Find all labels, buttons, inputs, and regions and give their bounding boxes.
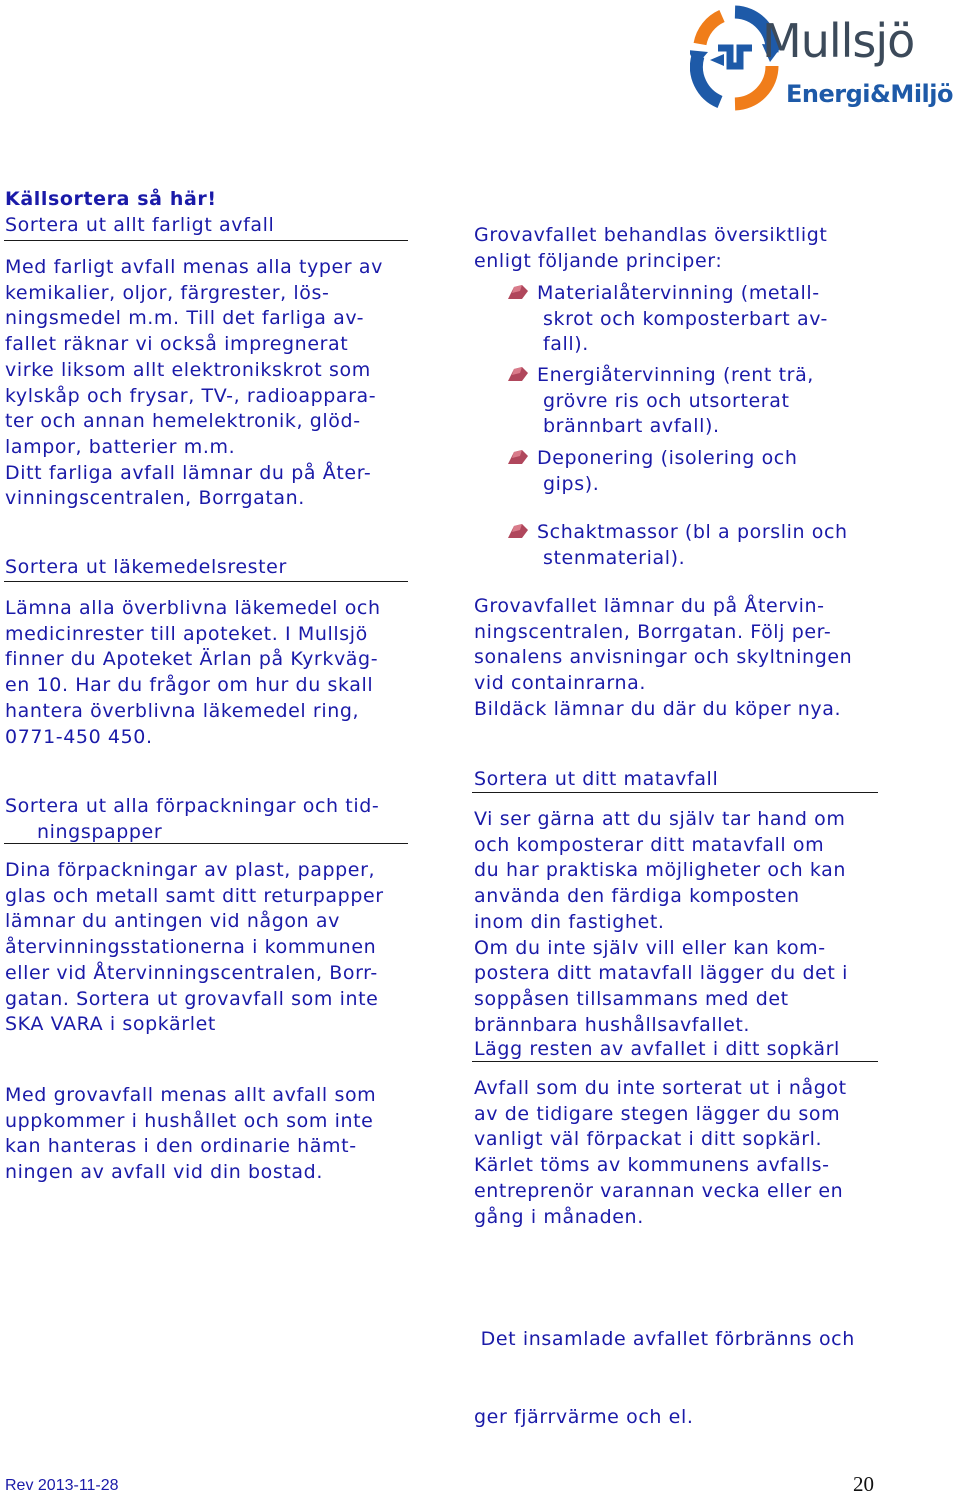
text-line: ningscentralen, Borrgatan. Följ per- xyxy=(474,620,832,643)
section-heading-hazardous: Sortera ut allt farligt avfall xyxy=(5,213,275,236)
heading-text: Lägg resten av avfallet i ditt sopkärl xyxy=(474,1038,840,1060)
text-line: glas och metall samt ditt returpapper xyxy=(5,884,384,907)
text-line: Om du inte själv vill eller kan kom- xyxy=(474,936,826,959)
heading-rule xyxy=(472,1061,878,1062)
heading-text: ningspapper xyxy=(37,820,163,843)
bullet-text: gips). xyxy=(543,472,600,495)
text-line: medicinrester till apoteket. I Mullsjö xyxy=(5,622,368,645)
bulky-definition-text xyxy=(5,1083,415,1186)
text-line: och komposterar ditt matavfall om xyxy=(474,833,825,856)
text-line: Med grovavfall menas allt avfall som xyxy=(5,1084,377,1106)
text-line: ter och annan hemelektronik, glöd- xyxy=(5,410,361,433)
bullet-text: stenmaterial). xyxy=(543,546,686,569)
text-line: postera ditt matavfall lägger du det i xyxy=(474,962,848,985)
text-line: gatan. Sortera ut grovavfall som inte xyxy=(5,987,379,1010)
text-line: vinningscentralen, Borrgatan. xyxy=(5,487,305,510)
text-line: du har praktiska möjligheter och kan xyxy=(474,859,847,882)
text-line: hantera överblivna läkemedel ring, xyxy=(5,699,360,722)
bullet-text: grövre ris och utsorterat xyxy=(543,389,790,412)
bulky-dropoff-text xyxy=(474,594,914,723)
heading-rule xyxy=(4,843,408,844)
text-line: Det insamlade avfallet förbränns och xyxy=(474,1328,855,1351)
text-line: vid containrarna. xyxy=(474,672,647,695)
food-text xyxy=(474,807,914,1038)
revision-date: Rev 2013-11-28 xyxy=(5,1477,119,1494)
bullet-text: brännbart avfall). xyxy=(543,415,720,438)
text-line: kan hanteras i den ordinarie hämt- xyxy=(5,1135,357,1158)
text-line: Ditt farliga avfall lämnar du på Åter- xyxy=(5,461,372,484)
bullet-text: Energiåtervinning (rent trä, xyxy=(537,364,814,386)
text-line: finner du Apoteket Ärlan på Kyrkväg- xyxy=(5,648,379,671)
text-line: Med farligt avfall menas alla typer av xyxy=(5,256,383,278)
heading-text: Sortera ut läkemedelsrester xyxy=(5,556,287,578)
bullet-icon xyxy=(508,524,528,538)
text-line: virke liksom allt elektronikskrot som xyxy=(5,358,371,381)
text-line: SKA VARA i sopkärlet xyxy=(5,1013,216,1036)
text-line: ningen av avfall vid din bostad. xyxy=(5,1161,323,1184)
text-line: Grovavfallet behandlas översiktligt xyxy=(474,224,828,246)
logo xyxy=(690,4,960,122)
medicine-text xyxy=(5,596,415,750)
text-line: ger fjärrvärme och el. xyxy=(474,1405,694,1428)
heading-rule xyxy=(4,581,408,582)
bullet-item xyxy=(508,520,928,571)
text-line: gång i månaden. xyxy=(474,1205,644,1228)
section-heading-medicine xyxy=(5,555,415,581)
bullet-item xyxy=(508,446,928,497)
text-line: vanligt väl förpackat i ditt sopkärl. xyxy=(474,1128,823,1151)
bullet-text: Deponering (isolering och xyxy=(537,447,798,469)
left-column xyxy=(5,187,415,238)
bullet-text: fall). xyxy=(543,333,589,356)
text-line: av de tidigare stegen lägger du som xyxy=(474,1102,841,1125)
text-line: Kärlet töms av kommunens avfalls- xyxy=(474,1154,830,1177)
text-line: fallet räknar vi också impregnerat xyxy=(5,333,349,356)
heading-text: Sortera ut alla förpackningar och tid- xyxy=(5,795,380,817)
text-line: Grovavfallet lämnar du på Återvin- xyxy=(474,595,825,617)
bullet-icon xyxy=(508,450,528,464)
heading-rule xyxy=(472,792,878,793)
text-line: entreprenör varannan vecka eller en xyxy=(474,1179,844,1202)
bullet-item xyxy=(508,281,928,358)
section-heading-rest xyxy=(474,1037,914,1063)
text-line: ningsmedel m.m. Till det farliga av- xyxy=(5,307,365,330)
text-line: lämnar du antingen vid någon av xyxy=(5,910,340,933)
text-line: återvinningsstationerna i kommunen xyxy=(5,936,377,959)
text-line: 0771-450 450. xyxy=(5,725,153,748)
text-line: soppåsen tillsammans med det xyxy=(474,987,789,1010)
text-line: inom din fastighet. xyxy=(474,910,665,933)
bullet-text: Materialåtervinning (metall- xyxy=(537,282,820,304)
bullet-text: Schaktmassor (bl a porslin och xyxy=(537,521,848,543)
text-line: eller vid Återvinningscentralen, Borr- xyxy=(5,961,378,984)
text-line: lampor, batterier m.m. xyxy=(5,435,236,458)
text-line: kemikalier, oljor, färgrester, lös- xyxy=(5,281,330,304)
logo-name: Mullsjö xyxy=(762,14,915,68)
text-line: Vi ser gärna att du själv tar hand om xyxy=(474,808,846,830)
packaging-text xyxy=(5,858,415,1038)
incineration-text xyxy=(474,1276,914,1456)
heading-text: Sortera ut ditt matavfall xyxy=(474,768,719,790)
bullet-item xyxy=(508,363,928,440)
logo-subtitle: Energi&Miljö xyxy=(786,80,953,108)
text-line: Avfall som du inte sorterat ut i något xyxy=(474,1077,847,1099)
page-title: Källsortera så här! xyxy=(5,188,217,210)
text-line: uppkommer i hushållet och som inte xyxy=(5,1109,374,1132)
text-line: en 10. Har du frågor om hur du skall xyxy=(5,674,374,697)
text-line: Bildäck lämnar du där du köper nya. xyxy=(474,697,842,720)
text-line: Lämna alla överblivna läkemedel och xyxy=(5,597,381,619)
text-line: använda den färdiga komposten xyxy=(474,885,800,908)
bullet-icon xyxy=(508,285,528,299)
bullet-icon xyxy=(508,367,528,381)
bullet-text: skrot och komposterbart av- xyxy=(543,307,828,330)
text-line: Dina förpackningar av plast, papper, xyxy=(5,859,376,881)
bulky-intro xyxy=(474,223,914,274)
text-line: brännbara hushållsavfallet. xyxy=(474,1013,751,1036)
heading-rule xyxy=(4,240,408,241)
hazardous-text xyxy=(5,255,415,512)
section-heading-food xyxy=(474,767,914,793)
page-number: 20 xyxy=(853,1472,874,1496)
text-line: sonalens anvisningar och skyltningen xyxy=(474,646,853,669)
section-heading-packaging xyxy=(5,794,415,845)
rest-text xyxy=(474,1076,914,1230)
text-line: enligt följande principer: xyxy=(474,249,723,272)
text-line: kylskåp och frysar, TV-, radioappara- xyxy=(5,384,377,407)
